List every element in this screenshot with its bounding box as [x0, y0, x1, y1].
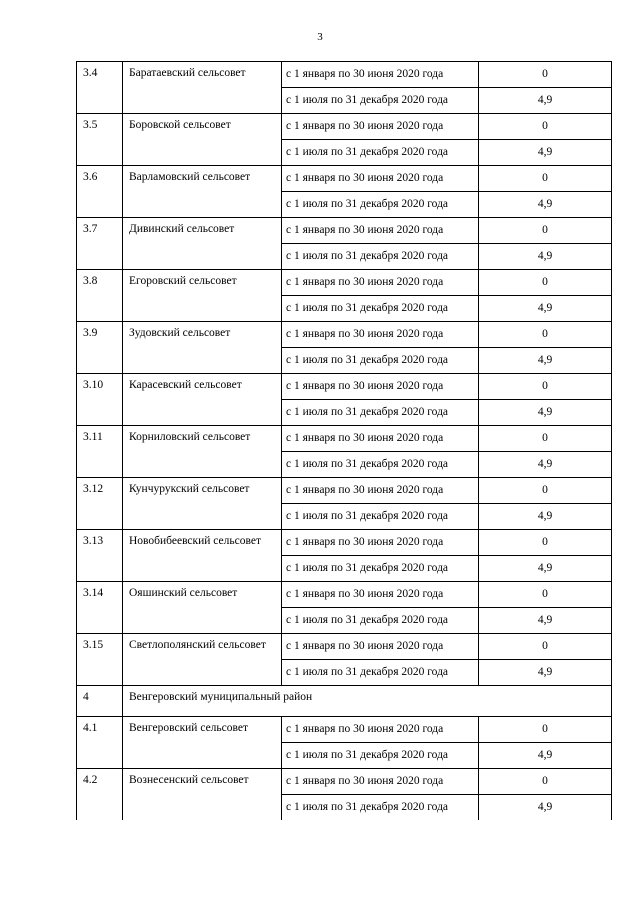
period-cell: с 1 июля по 31 декабря 2020 года	[282, 244, 479, 270]
period-cell: с 1 января по 30 июня 2020 года	[282, 322, 479, 348]
table-row	[77, 634, 612, 660]
rate-value: 0	[479, 62, 612, 88]
period-cell: с 1 января по 30 июня 2020 года	[282, 582, 479, 608]
row-number: 3.6	[77, 166, 123, 218]
municipality-name: Венгеровский сельсовет	[123, 717, 282, 769]
rate-value: 0	[479, 374, 612, 400]
period-cell: с 1 июля по 31 декабря 2020 года	[282, 660, 479, 686]
row-number: 4.2	[77, 769, 123, 821]
rate-value: 4,9	[479, 556, 612, 582]
rate-value: 0	[479, 270, 612, 296]
rate-value: 4,9	[479, 88, 612, 114]
period-cell: с 1 июля по 31 декабря 2020 года	[282, 743, 479, 769]
period-cell: с 1 июля по 31 декабря 2020 года	[282, 452, 479, 478]
period-cell: с 1 июля по 31 декабря 2020 года	[282, 348, 479, 374]
table-row	[77, 166, 612, 192]
municipality-name: Баратаевский сельсовет	[123, 62, 282, 114]
row-number: 3.13	[77, 530, 123, 582]
row-number: 3.12	[77, 478, 123, 530]
row-number: 4.1	[77, 717, 123, 769]
municipality-name: Новобибеевский сельсовет	[123, 530, 282, 582]
table-row	[77, 322, 612, 348]
municipality-name: Боровской сельсовет	[123, 114, 282, 166]
period-cell: с 1 июля по 31 декабря 2020 года	[282, 608, 479, 634]
row-number: 3.9	[77, 322, 123, 374]
municipality-name: Карасевский сельсовет	[123, 374, 282, 426]
rate-value: 4,9	[479, 795, 612, 821]
municipality-name: Вознесенский сельсовет	[123, 769, 282, 821]
rate-value: 4,9	[479, 660, 612, 686]
table-row	[77, 374, 612, 400]
municipality-name: Дивинский сельсовет	[123, 218, 282, 270]
rate-value: 0	[479, 322, 612, 348]
period-cell: с 1 июля по 31 декабря 2020 года	[282, 296, 479, 322]
period-cell: с 1 января по 30 июня 2020 года	[282, 166, 479, 192]
rate-value: 0	[479, 114, 612, 140]
row-number: 3.4	[77, 62, 123, 114]
municipality-name: Зудовский сельсовет	[123, 322, 282, 374]
rate-value: 4,9	[479, 743, 612, 769]
rate-value: 4,9	[479, 140, 612, 166]
table-row	[77, 114, 612, 140]
rate-value: 4,9	[479, 400, 612, 426]
district-name: Венгеровский муниципальный район	[123, 686, 612, 717]
table-row	[77, 478, 612, 504]
municipality-name: Варламовский сельсовет	[123, 166, 282, 218]
period-cell: с 1 января по 30 июня 2020 года	[282, 374, 479, 400]
period-cell: с 1 января по 30 июня 2020 года	[282, 270, 479, 296]
table-row	[77, 769, 612, 795]
rate-value: 4,9	[479, 504, 612, 530]
page-number: 3	[317, 31, 323, 43]
rate-value: 0	[479, 582, 612, 608]
municipality-name: Корниловский сельсовет	[123, 426, 282, 478]
table-row	[77, 426, 612, 452]
row-number: 3.10	[77, 374, 123, 426]
rate-value: 0	[479, 426, 612, 452]
row-number: 3.8	[77, 270, 123, 322]
rate-value: 4,9	[479, 348, 612, 374]
rate-value: 4,9	[479, 608, 612, 634]
table-row	[77, 218, 612, 244]
period-cell: с 1 января по 30 июня 2020 года	[282, 218, 479, 244]
rate-value: 0	[479, 218, 612, 244]
rate-value: 0	[479, 769, 612, 795]
period-cell: с 1 января по 30 июня 2020 года	[282, 114, 479, 140]
period-cell: с 1 июля по 31 декабря 2020 года	[282, 192, 479, 218]
rate-value: 4,9	[479, 192, 612, 218]
period-cell: с 1 января по 30 июня 2020 года	[282, 717, 479, 743]
period-cell: с 1 января по 30 июня 2020 года	[282, 62, 479, 88]
period-cell: с 1 июля по 31 декабря 2020 года	[282, 88, 479, 114]
rate-value: 0	[479, 634, 612, 660]
period-cell: с 1 января по 30 июня 2020 года	[282, 769, 479, 795]
row-number: 3.5	[77, 114, 123, 166]
period-cell: с 1 июля по 31 декабря 2020 года	[282, 556, 479, 582]
table-row	[77, 270, 612, 296]
row-number: 3.14	[77, 582, 123, 634]
period-cell: с 1 июля по 31 декабря 2020 года	[282, 504, 479, 530]
rates-table	[76, 61, 612, 820]
table-row	[77, 62, 612, 88]
district-row	[77, 686, 612, 717]
table-row	[77, 530, 612, 556]
period-cell: с 1 июля по 31 декабря 2020 года	[282, 140, 479, 166]
rate-value: 0	[479, 530, 612, 556]
rate-value: 0	[479, 717, 612, 743]
period-cell: с 1 января по 30 июня 2020 года	[282, 426, 479, 452]
row-number: 3.7	[77, 218, 123, 270]
period-cell: с 1 января по 30 июня 2020 года	[282, 478, 479, 504]
municipality-name: Светлополянский сельсовет	[123, 634, 282, 686]
table-row	[77, 717, 612, 743]
rate-value: 4,9	[479, 296, 612, 322]
municipality-name: Кунчурукский сельсовет	[123, 478, 282, 530]
row-number: 4	[77, 686, 123, 717]
period-cell: с 1 июля по 31 декабря 2020 года	[282, 400, 479, 426]
period-cell: с 1 января по 30 июня 2020 года	[282, 530, 479, 556]
rate-value: 0	[479, 478, 612, 504]
table-row	[77, 582, 612, 608]
row-number: 3.11	[77, 426, 123, 478]
municipality-name: Ояшинский сельсовет	[123, 582, 282, 634]
rate-value: 4,9	[479, 244, 612, 270]
municipality-name: Егоровский сельсовет	[123, 270, 282, 322]
row-number: 3.15	[77, 634, 123, 686]
period-cell: с 1 июля по 31 декабря 2020 года	[282, 795, 479, 821]
rate-value: 4,9	[479, 452, 612, 478]
rate-value: 0	[479, 166, 612, 192]
rates-table-body	[77, 62, 612, 821]
period-cell: с 1 января по 30 июня 2020 года	[282, 634, 479, 660]
